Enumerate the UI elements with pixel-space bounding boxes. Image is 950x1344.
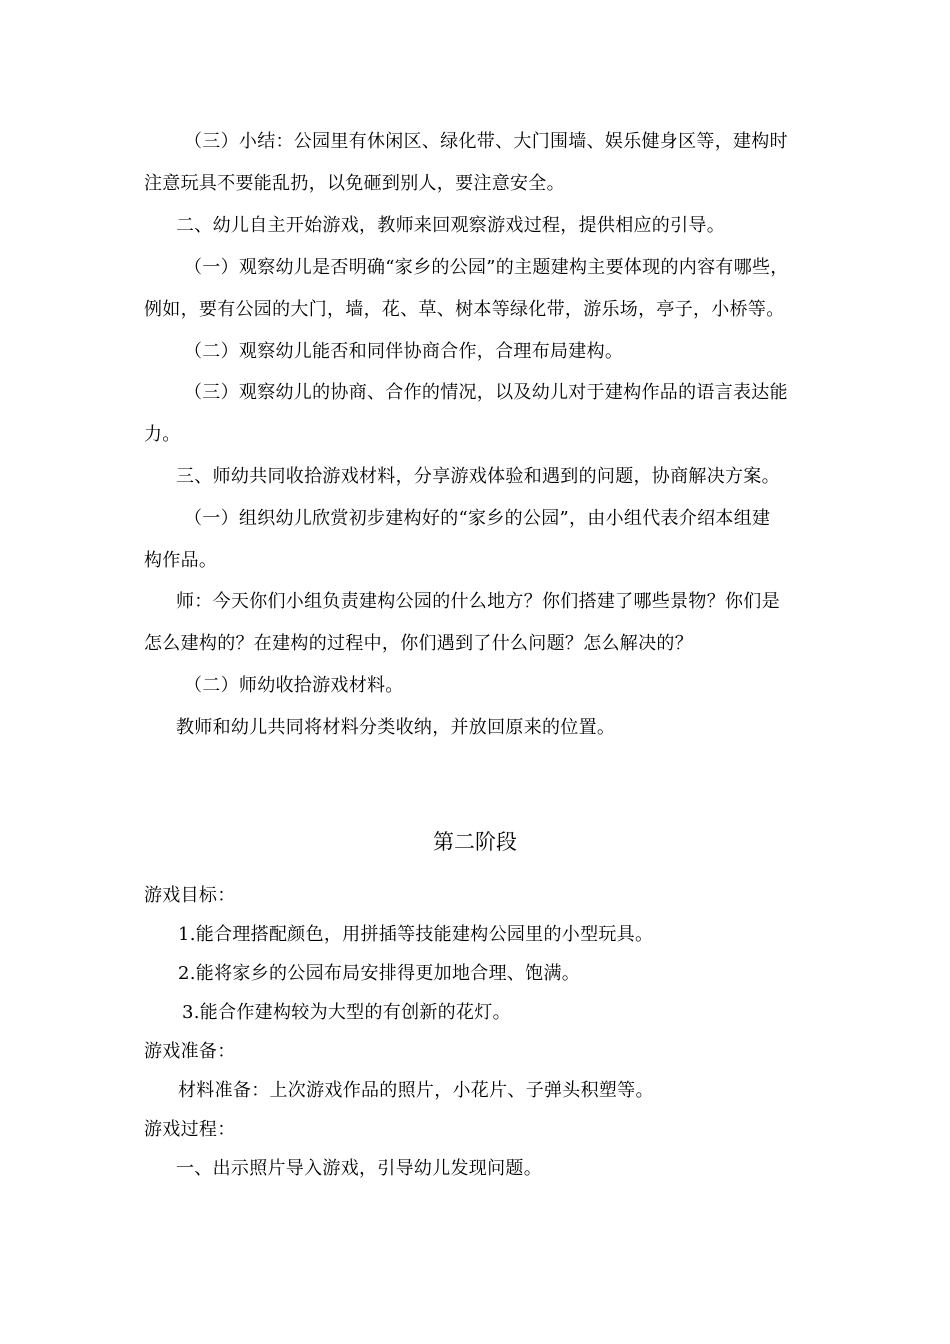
game-goal-1: 1.能合理搭配颜色，用拼插等技能建构公园里的小型玩具。 [178,924,654,945]
teacher-question-line-2: 怎么建构的？在建构的过程中，你们遇到了什么问题？怎么解决的？ [144,633,693,654]
game-goal-2: 2.能将家乡的公园布局安排得更加地合理、饱满。 [178,963,581,984]
share-item-1-line-2: 构作品。 [144,550,218,571]
game-goal-3: 3.能合作建构较为大型的有创新的花灯。 [182,1002,511,1023]
observe-item-1-line-2: 例如，要有公园的大门，墙，花、草、树本等绿化带，游乐场，亭子，小桥等。 [144,299,785,320]
paragraph-summary-line-1: （三）小结：公园里有休闲区、绿化带、大门围墙、娱乐健身区等，建构时 [184,131,788,152]
observe-item-3-line-1: （三）观察幼儿的协商、合作的情况，以及幼儿对于建构作品的语言表达能 [184,382,788,403]
observe-item-1-line-1: （一）观察幼儿是否明确“家乡的公园”的主题建构主要体现的内容有哪些， [184,257,789,278]
material-prep: 材料准备：上次游戏作品的照片，小花片、子弹头积塑等。 [178,1080,654,1101]
observe-item-2: （二）观察幼儿能否和同伴协商合作，合理布局建构。 [184,341,624,362]
share-item-1-line-1: （一）组织幼儿欣赏初步建构好的“家乡的公园”，由小组代表介绍本组建 [184,508,771,529]
cleanup-paragraph: 教师和幼儿共同将材料分类收纳，并放回原来的位置。 [176,717,616,738]
game-process-label: 游戏过程： [144,1119,236,1140]
observe-item-3-line-2: 力。 [144,424,181,445]
game-goals-label: 游戏目标： [144,885,236,906]
step-two-heading: 二、幼儿自主开始游戏，教师来回观察游戏过程，提供相应的引导。 [176,215,725,236]
process-step-1: 一、出示照片导入游戏，引导幼儿发现问题。 [176,1158,542,1179]
paragraph-summary-line-2: 注意玩具不要能乱扔，以免砸到别人，要注意安全。 [144,173,565,194]
game-prep-label: 游戏准备： [144,1041,236,1062]
stage-two-title: 第二阶段 [433,830,517,854]
step-three-heading: 三、师幼共同收拾游戏材料，分享游戏体验和遇到的问题，协商解决方案。 [176,466,780,487]
share-item-2: （二）师幼收拾游戏材料。 [184,675,404,696]
teacher-question-line-1: 师：今天你们小组负责建构公园的什么地方？你们搭建了哪些景物？你们是 [176,591,780,612]
